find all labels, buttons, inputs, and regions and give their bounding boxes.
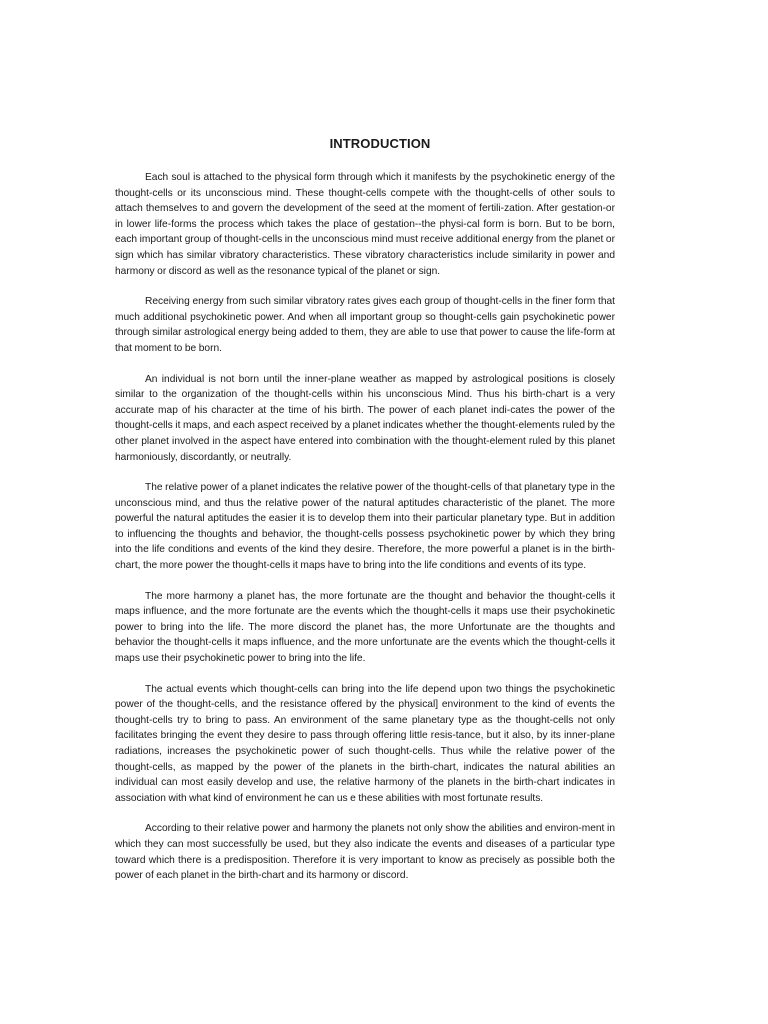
paragraph-5: The more harmony a planet has, the more fortunate are the thought and behavior the thought-cells it maps influence, and the more fortunate are the events which the thought-cells it maps use their psychokinetic power to bring into the life. The more discord the planet has, the more Unfortunate are the thoughts and behavior the thought-cells it maps influence, and the more unfortunate are the events which the thought-cells it maps use their psychokinetic power to bring into the life. — [115, 590, 615, 665]
paragraph-7: According to their relative power and harmony the planets not only show the abilities and environ-ment in which they can most successfully be used, but they also indicate the events and diseases of a particular type toward which there is a predisposition. Therefore it is very important to know as precisely as possible both the power of each planet in the birth-chart and its harmony or discord. — [115, 823, 615, 882]
page-title: INTRODUCTION — [329, 136, 431, 151]
paragraph-1: Each soul is attached to the physical form through which it manifests by the psychokinetic energy of the thought-cells or its unconscious mind. These thought-cells compete with the thought-cells of other souls to attach themselves to and govern the development of the seed at the moment of fertili-zation. After gestation-or in lower life-forms the process which takes the place of gestation--the physi-cal form is born. But to be born, each important group of thought-cells in the unconscious mind must receive additional energy from the planet or sign which has similar vibratory characteristics. These vibratory characteristics include similarity in power and harmony or discord as well as the resonance typical of the planet or sign. — [115, 172, 615, 277]
paragraph-4: The relative power of a planet indicates the relative power of the thought-cells of that planetary type in the unconscious mind, and thus the relative power of the natural aptitudes characteristic of the planet. The more powerful the natural aptitudes the easier it is to develop them into their particular planetary type. But in addition to influencing the thoughts and behavior, the thought-cells possess psychokinetic power by which they bring into the life conditions and events of the kind they desire. Therefore, the more powerful a planet is in the birth-chart, the more power the thought-cells it maps have to bring into the life conditions and events of its type. — [115, 482, 615, 572]
paragraph-3: An individual is not born until the inner-plane weather as mapped by astrological positions is closely similar to the organization of the thought-cells within his unconscious Mind. Thus his birth-chart is a very accurate map of his character at the time of his birth. The power of each planet indi-cates the power of the thought-cells it maps, and each aspect received by a planet indicates whether the thought-elements ruled by the other planet involved in the aspect have entered into combination with the thought-element ruled by this planet harmoniously, discordantly, or neutrally. — [115, 373, 615, 463]
paragraph-2: Receiving energy from such similar vibratory rates gives each group of thought-cells in the finer form that much additional psychokinetic power. And when all important group so thought-cells gain psychokinetic power through similar astrological energy being added to them, they are able to use that power to cause the life-form at that moment to be born. — [115, 296, 615, 354]
paragraph-6: The actual events which thought-cells can bring into the life depend upon two things the psychokinetic power of the thought-cells, and the resistance offered by the physical] environment to the kind of events the thought-cells try to bring to pass. An environment of the same planetary type as the thought-cells not only facilitates bringing the event they desire to pass through offering little resis-tance, but it also, by its inner-plane radiations, increases the psychokinetic power of such thought-cells. Thus while the relative power of the thought-cells, as mapped by the power of the planets in the birth-chart, indicates the natural abilities an individual can most easily develop and use, the relative harmony of the planets in the birth-chart indicates in association with what kind of environment he can us e these abilities with most fortunate results. — [115, 683, 615, 804]
document-page — [115, 136, 615, 899]
